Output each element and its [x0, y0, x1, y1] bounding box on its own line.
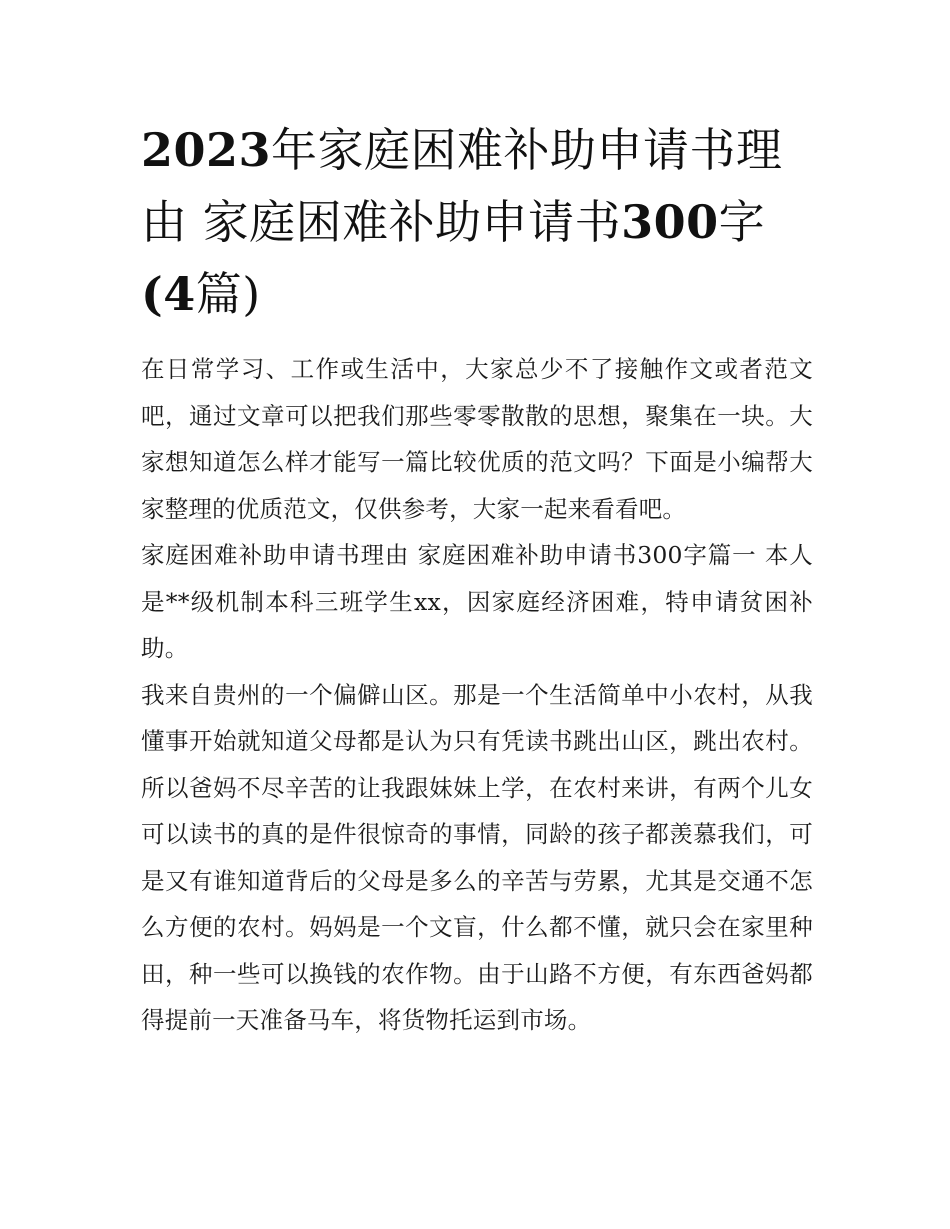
document-title — [141, 114, 813, 330]
paragraph-background: 我来自贵州的一个偏僻山区。那是一个生活简单中小农村，从我懂事开始就知道父母都是认为只有凭读书跳出山区，跳出农村。所以爸妈不尽辛苦的让我跟妹妹上学，在农村来讲，有两个儿女可以读书的真的是件很惊奇的事情，同龄的孩子都羡慕我们，可是又有谁知道背后的父母是多么的辛苦与劳累，尤其是交通不怎么方便的农村。妈妈是一个文盲，什么都不懂，就只会在家里种田，种一些可以换钱的农作物。由于山路不方便，有东西爸妈都得提前一天准备马车，将货物托运到市场。 — [141, 680, 813, 1034]
title-text: 年家庭困难补助申请书理由 家庭困难补助申请书 — [141, 123, 783, 249]
title-count: (4 — [141, 267, 196, 321]
paragraph-application: 家庭困难补助申请书理由 家庭困难补助申请书300字篇一 本人是**级机制本科三班学生xx，因家庭经济困难，特申请贫困补助。 — [141, 541, 813, 662]
title-word-unit: 字 — [718, 195, 766, 249]
paragraph-intro: 在日常学习、工作或生活中，大家总少不了接触作文或者范文吧，通过文章可以把我们那些零零散散的思想，聚集在一块。大家想知道怎么样才能写一篇比较优质的范文吗？下面是小编帮大家整理的优质范文，仅供参考，大家一起来看看吧。 — [141, 355, 813, 523]
title-year: 2023 — [141, 123, 272, 177]
document-content — [141, 114, 813, 1044]
title-word-count: 300 — [621, 195, 719, 249]
document-body — [141, 346, 813, 1044]
title-count-unit: 篇) — [195, 267, 261, 321]
